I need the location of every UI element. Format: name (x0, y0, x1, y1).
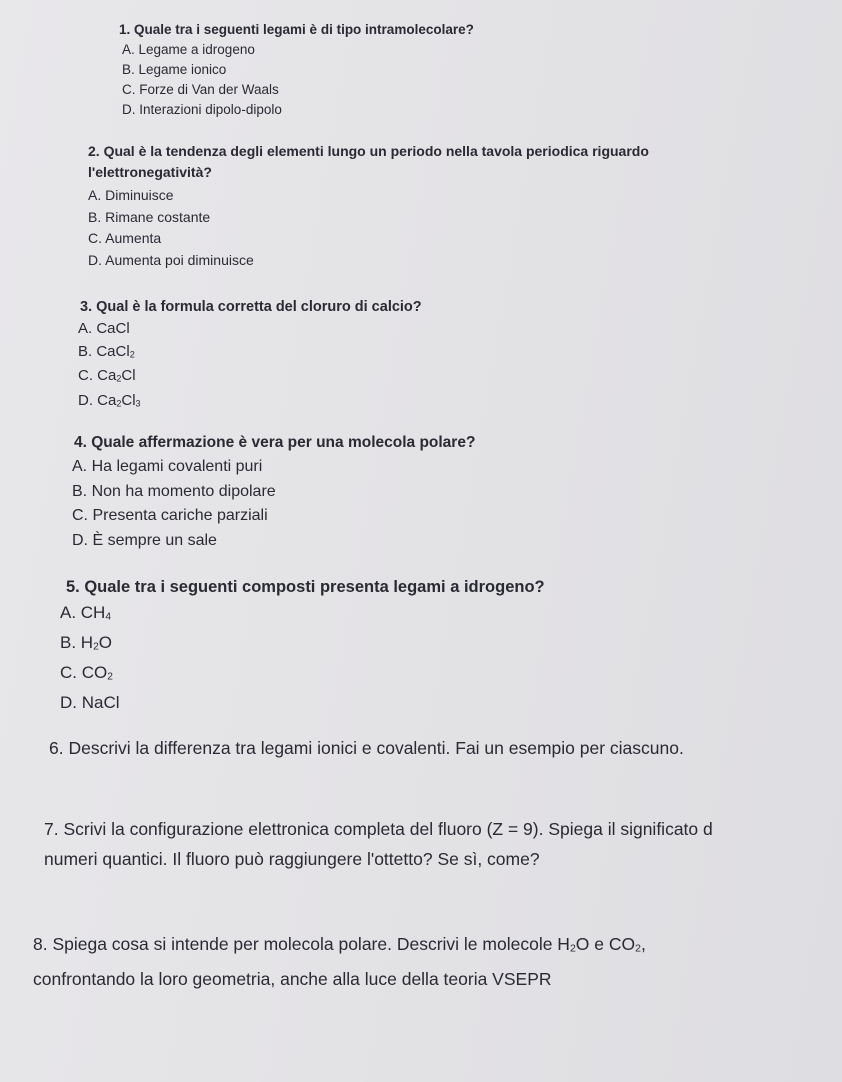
option-text: B. H (60, 633, 94, 653)
question-3-title: 3. Qual è la formula corretta del cloruro di calcio? (80, 299, 422, 315)
question-8-text-a: 8. Spiega cosa si intende per molecola polare. Descrivi le molecole H (33, 934, 570, 954)
question-3-option-d (78, 390, 422, 415)
question-8-text-c: , (640, 934, 646, 954)
question-5-title: 5. Quale tra i seguenti composti presenta legami a idrogeno? (66, 578, 545, 596)
option-text: D. NaCl (60, 693, 120, 713)
question-2-option-b: B. Rimane costante (88, 208, 211, 225)
question-7-line-1: 7. Scrivi la configurazione elettronica completa del fluoro (Z = 9). Spiega il significato d (44, 819, 713, 839)
question-4-title: 4. Quale affermazione è vera per una molecola polare? (74, 434, 476, 451)
subscript: 2 (569, 942, 576, 955)
question-4-option-c: C. Presenta cariche parziali (72, 507, 268, 524)
subscript: 2 (116, 398, 122, 409)
question-6 (49, 733, 684, 763)
question-3-option-b (78, 341, 422, 366)
option-text: A. CaCl (78, 320, 130, 337)
subscript: 2 (93, 641, 99, 653)
question-3-option-a (78, 318, 422, 341)
question-4-option-b: B. Non ha momento dipolare (72, 482, 276, 500)
question-5-option-a (60, 600, 545, 630)
subscript: 2 (129, 348, 135, 359)
option-text: B. CaCl (78, 342, 130, 360)
question-2-option-a: A. Diminuisce (88, 187, 174, 203)
question-1-option-c: C. Forze di Van der Waals (122, 82, 279, 97)
question-1-option-a: A. Legame a idrogeno (122, 42, 255, 57)
option-text: C. Ca (78, 367, 117, 385)
subscript: 2 (107, 671, 113, 683)
question-4-option-d: D. È sempre un sale (72, 531, 217, 549)
question-8-text-b: O e CO (575, 934, 636, 954)
question-3-option-c (78, 365, 422, 390)
question-7-line-2: numeri quantici. Il fluoro può raggiungere l'ottetto? Se sì, come? (44, 849, 540, 869)
question-3 (78, 296, 422, 415)
option-text-suffix: Cl (121, 367, 136, 385)
question-1-option-d: D. Interazioni dipolo-dipolo (122, 102, 282, 117)
option-text: A. CH (60, 603, 106, 622)
question-8-line-1 (33, 929, 646, 964)
question-6-text: 6. Descrivi la differenza tra legami ionici e covalenti. Fai un esempio per ciascuno. (49, 738, 684, 758)
question-4-option-a: A. Ha legami covalenti puri (72, 458, 263, 475)
question-8 (33, 929, 646, 994)
option-text: D. Ca (78, 392, 117, 410)
option-text-suffix: Cl (121, 392, 136, 410)
question-1 (103, 20, 474, 120)
question-2-title-line-2: l'elettronegatività? (88, 164, 212, 180)
question-5-option-b (60, 630, 545, 660)
subscript: 2 (635, 942, 641, 955)
question-7 (44, 814, 713, 874)
subscript-2: 3 (135, 398, 141, 409)
question-2 (88, 141, 649, 271)
question-2-title-line-1: 2. Qual è la tendenza degli elementi lungo un periodo nella tavola periodica riguardo (88, 143, 649, 159)
question-8-line-2: confrontando la loro geometria, anche alla luce della teoria VSEPR (33, 968, 552, 989)
option-text: C. CO (60, 663, 108, 683)
question-5 (60, 574, 545, 716)
subscript: 4 (105, 611, 112, 623)
question-1-title: 1. Quale tra i seguenti legami è di tipo intramolecolare? (119, 22, 474, 37)
question-2-option-c: C. Aumenta (88, 230, 162, 246)
question-5-option-c (60, 660, 545, 690)
subscript: 2 (116, 373, 122, 384)
question-1-option-b: B. Legame ionico (122, 62, 227, 77)
question-4 (72, 431, 475, 553)
question-5-option-d (60, 690, 545, 716)
question-2-option-d: D. Aumenta poi diminuisce (88, 251, 254, 268)
option-text-suffix: O (98, 633, 112, 653)
